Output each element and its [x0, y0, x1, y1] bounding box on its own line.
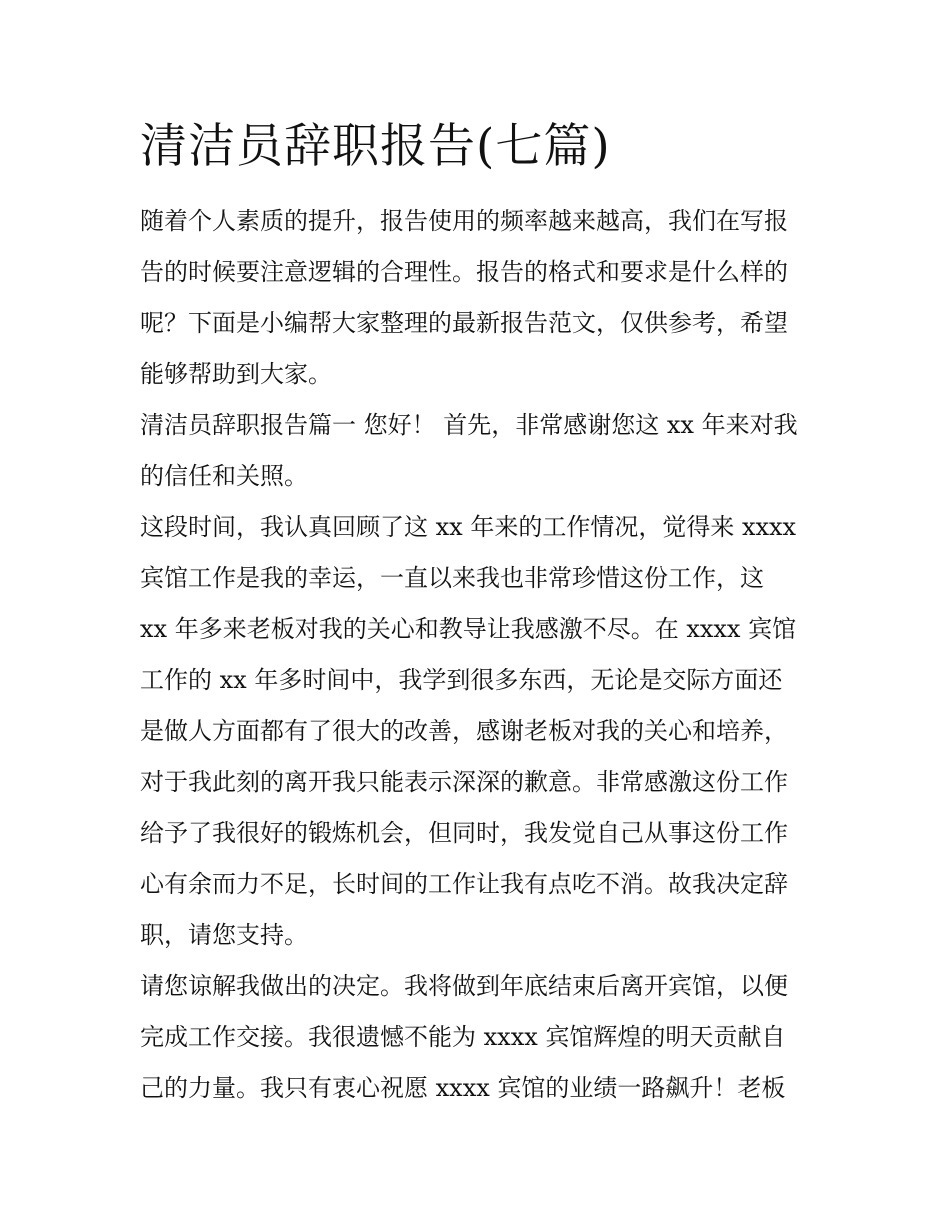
text-line: 工作的 xx 年多时间中，我学到很多东西，无论是交际方面还	[140, 666, 783, 694]
text-line: 能够帮助到大家。	[140, 360, 332, 388]
document-title: 清洁员辞职报告(七篇)	[140, 119, 611, 174]
text-line: 己的力量。我只有衷心祝愿 xxxx 宾馆的业绩一路飙升！老板	[140, 1074, 786, 1102]
text-line: 清洁员辞职报告篇一 您好！ 首先，非常感谢您这 xx 年来对我	[140, 411, 798, 439]
text-line: 请您谅解我做出的决定。我将做到年底结束后离开宾馆，以便	[140, 972, 788, 1000]
text-line: 这段时间，我认真回顾了这 xx 年来的工作情况，觉得来 xxxx	[140, 513, 797, 541]
paragraph-body	[140, 502, 820, 961]
text-line: 的信任和关照。	[140, 462, 308, 490]
text-line: 完成工作交接。我很遗憾不能为 xxxx 宾馆辉煌的明天贡献自	[140, 1023, 786, 1051]
text-line: 宾馆工作是我的幸运，一直以来我也非常珍惜这份工作，这	[140, 564, 764, 592]
paragraph-intro	[140, 196, 820, 400]
paragraph-closing	[140, 961, 820, 1114]
text-line: 是做人方面都有了很大的改善，感谢老板对我的关心和培养，	[140, 717, 788, 745]
text-line: 对于我此刻的离开我只能表示深深的歉意。非常感激这份工作	[140, 768, 788, 796]
paragraph-greeting	[140, 400, 820, 502]
text-line: 给予了我很好的锻炼机会，但同时，我发觉自己从事这份工作	[140, 819, 788, 847]
text-line: 心有余而力不足，长时间的工作让我有点吃不消。故我决定辞	[140, 870, 788, 898]
text-line: 告的时候要注意逻辑的合理性。报告的格式和要求是什么样的	[140, 258, 788, 286]
text-line: 职，请您支持。	[140, 921, 308, 949]
text-line: xx 年多来老板对我的关心和教导让我感激不尽。在 xxxx 宾馆	[140, 615, 797, 643]
text-line: 呢？下面是小编帮大家整理的最新报告范文，仅供参考，希望	[140, 309, 788, 337]
text-line: 随着个人素质的提升，报告使用的频率越来越高，我们在写报	[140, 207, 788, 235]
document-body	[140, 196, 820, 1114]
